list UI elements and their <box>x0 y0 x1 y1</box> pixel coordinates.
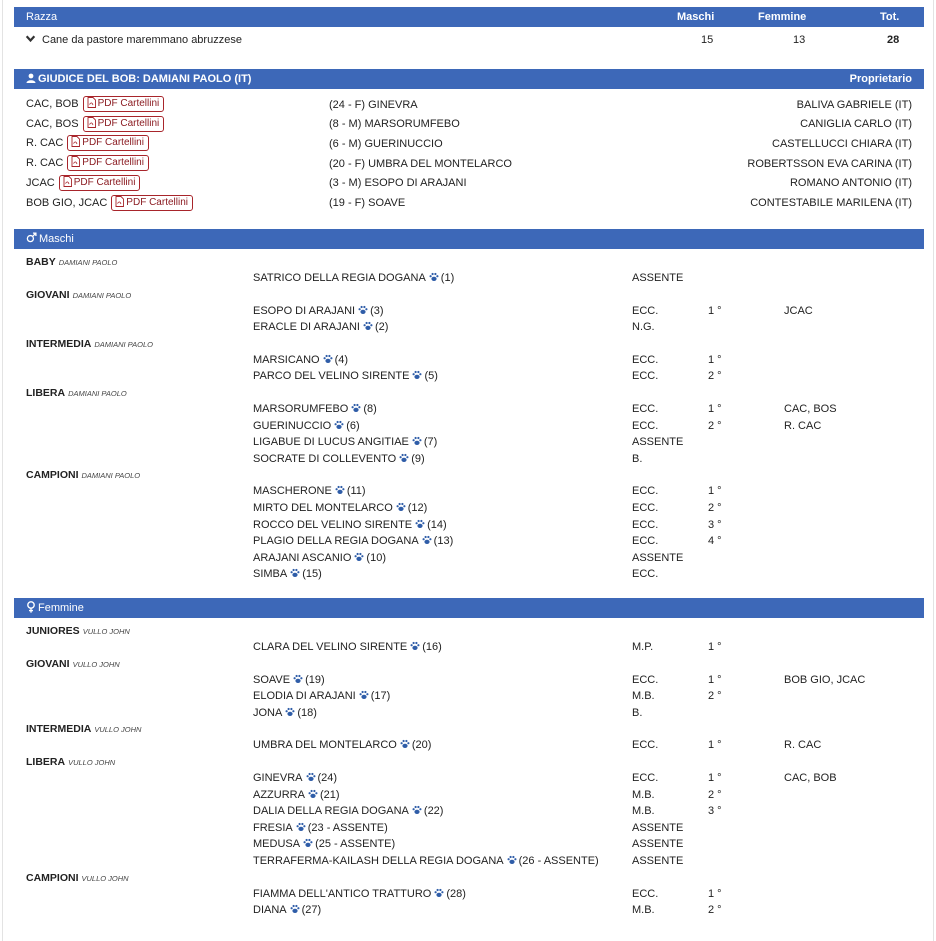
catalog-number: (5) <box>424 370 438 383</box>
dog-entry <box>253 419 360 434</box>
bob-dog: (8 - M) MARSORUMFEBO <box>329 118 460 131</box>
placement: 2 ° <box>708 502 722 514</box>
pdf-button-label: PDF Cartellini <box>82 137 144 149</box>
dog-entry <box>253 271 454 286</box>
class-name: INTERMEDIA <box>26 337 92 350</box>
class-judge: DAMIANI PAOLO <box>81 471 141 481</box>
dog-entry <box>253 551 386 566</box>
bob-owner: ROMANO ANTONIO (IT) <box>789 177 912 190</box>
class-heading <box>26 722 141 737</box>
catalog-number: (16) <box>422 641 442 653</box>
females-section-header <box>14 598 924 618</box>
qualification: M.P. <box>632 641 654 653</box>
bob-owner: BALIVA GABRIELE (IT) <box>796 98 912 111</box>
dog-name: SOAVE <box>253 673 291 686</box>
qualification: ECC. <box>632 518 659 531</box>
bob-award: CAC, BOS <box>26 117 79 130</box>
bob-award-cell <box>26 195 193 212</box>
class-name: GIOVANI <box>26 657 70 670</box>
catalog-number: (17) <box>370 690 391 703</box>
bob-owner: CASTELLUCCI CHIARA (IT) <box>772 137 912 150</box>
class-name: CAMPIONI <box>26 871 79 884</box>
bob-award: BOB GIO, JCAC <box>26 196 108 209</box>
pdf-button-label: PDF Cartellini <box>97 117 160 129</box>
class-name: LIBERA <box>26 387 66 399</box>
dog-name: ARAJANI ASCANIO <box>253 551 352 564</box>
paw-icon[interactable] <box>323 354 333 368</box>
paw-icon[interactable] <box>412 370 422 384</box>
placement: 2 ° <box>708 419 722 432</box>
placement: 3 ° <box>708 805 722 818</box>
dog-name: CLARA DEL VELINO SIRENTE <box>253 641 408 653</box>
placement: 3 ° <box>708 518 722 531</box>
paw-icon[interactable] <box>290 904 300 918</box>
placement: 1 ° <box>708 887 722 900</box>
catalog-number: (28) <box>446 887 466 900</box>
qualification: ECC. <box>632 887 659 900</box>
catalog-number: (3) <box>370 304 384 317</box>
qualification: M.B. <box>632 805 655 818</box>
dog-name: DIANA <box>253 904 287 917</box>
paw-icon[interactable] <box>412 805 422 819</box>
catalog-number: (9) <box>411 452 425 465</box>
qualification: N.G. <box>632 321 655 334</box>
paw-icon[interactable] <box>303 838 313 852</box>
bob-award: R. CAC <box>26 157 64 170</box>
breed-column-header: Razza <box>26 11 58 23</box>
dog-name: LIGABUE DI LUCUS ANGITIAE <box>253 436 409 449</box>
class-heading <box>26 337 153 352</box>
class-judge: VULLO JOHN <box>72 659 120 669</box>
catalog-number: (21) <box>319 788 340 801</box>
paw-icon[interactable] <box>296 822 306 836</box>
class-heading <box>26 288 131 303</box>
bob-award-cell <box>26 116 164 133</box>
bob-award: JCAC <box>26 176 55 189</box>
dog-name: ROCCO DEL VELINO SIRENTE <box>253 518 413 531</box>
catalog-number: (6) <box>346 419 360 432</box>
paw-icon[interactable] <box>359 690 369 704</box>
class-judge: DAMIANI PAOLO <box>58 258 118 267</box>
dog-entry <box>253 452 425 467</box>
bob-dog: (24 - F) GINEVRA <box>329 98 418 111</box>
pdf-cartellini-button[interactable] <box>111 195 193 211</box>
qualification: M.B. <box>632 904 655 917</box>
dog-name: TERRAFERMA-KAILASH DELLA REGIA DOGANA <box>253 855 504 867</box>
paw-icon[interactable] <box>306 772 316 786</box>
qualification: ECC. <box>632 739 659 752</box>
bob-dog: (6 - M) GUERINUCCIO <box>329 137 443 150</box>
bob-award-cell <box>26 175 140 192</box>
paw-icon[interactable] <box>422 535 432 549</box>
bob-award-cell <box>26 155 149 172</box>
bob-dog: (3 - M) ESOPO DI ARAJANI <box>329 177 467 190</box>
catalog-number: (11) <box>346 485 366 498</box>
dog-name: AZZURRA <box>253 788 305 801</box>
catalog-number: (25 - ASSENTE) <box>315 838 396 851</box>
dog-name: SOCRATE DI COLLEVENTO <box>253 452 397 465</box>
dog-entry <box>253 518 447 533</box>
dog-entry <box>253 771 337 786</box>
male-icon <box>26 232 37 243</box>
catalog-number: (8) <box>363 403 377 415</box>
class-name: INTERMEDIA <box>26 723 92 736</box>
pdf-cartellini-button[interactable] <box>67 135 149 151</box>
bob-owner: ROBERTSSON EVA CARINA (IT) <box>747 157 912 170</box>
bob-award: CAC, BOB <box>26 98 79 110</box>
paw-icon[interactable] <box>399 453 409 467</box>
dog-entry <box>253 689 390 704</box>
file-pdf-icon <box>87 98 98 109</box>
qualification: ASSENTE <box>632 855 684 867</box>
breed-name: Cane da pastore maremmano abruzzese <box>42 34 242 46</box>
placement: 1 ° <box>708 641 722 653</box>
bob-judge-title: GIUDICE DEL BOB: DAMIANI PAOLO (IT) <box>26 72 251 86</box>
catalog-number: (27) <box>301 904 322 917</box>
bob-dog: (20 - F) UMBRA DEL MONTELARCO <box>329 157 512 170</box>
placement: 4 ° <box>708 535 722 548</box>
catalog-number: (12) <box>407 502 428 514</box>
qualification: ECC. <box>632 419 659 432</box>
qualification: ECC. <box>632 772 659 784</box>
males-section-header <box>14 229 924 249</box>
bob-judge-header <box>14 69 924 89</box>
females-count: 13 <box>793 34 806 46</box>
chevron-down-icon[interactable] <box>25 33 36 48</box>
qualification: M.B. <box>632 690 655 703</box>
placement: 1 ° <box>708 673 722 686</box>
placement: 2 ° <box>708 690 722 703</box>
dog-name: FIAMMA DELL'ANTICO TRATTURO <box>253 887 432 900</box>
class-heading <box>26 624 130 639</box>
user-icon <box>26 73 36 83</box>
catalog-number: (18) <box>297 706 317 719</box>
paw-icon[interactable] <box>396 502 406 516</box>
dog-entry <box>253 837 395 852</box>
catalog-number: (26 - ASSENTE) <box>518 855 599 867</box>
dog-entry <box>253 402 377 417</box>
female-icon <box>26 601 36 613</box>
males-column-header: Maschi <box>677 11 715 23</box>
qualification: ECC. <box>632 353 659 366</box>
catalog-number: (23 - ASSENTE) <box>307 821 388 834</box>
class-heading <box>26 255 117 270</box>
males-section-title: Maschi <box>26 232 74 246</box>
class-heading <box>26 468 140 483</box>
placement: 2 ° <box>708 370 722 383</box>
catalog-number: (19) <box>305 673 325 686</box>
paw-icon[interactable] <box>429 272 439 286</box>
dog-name: SATRICO DELLA REGIA DOGANA <box>253 272 426 284</box>
catalog-number: (1) <box>440 272 455 284</box>
dog-name: MARSICANO <box>253 353 320 366</box>
qualification: ASSENTE <box>632 436 684 449</box>
qualification: ASSENTE <box>632 551 684 564</box>
placement: 1 ° <box>708 485 722 498</box>
bob-owner: CONTESTABILE MARILENA (IT) <box>750 197 912 209</box>
class-judge: VULLO JOHN <box>68 758 116 767</box>
dog-entry <box>253 903 321 918</box>
dog-entry <box>253 854 599 869</box>
bob-award: R. CAC <box>26 137 64 150</box>
dog-name: UMBRA DEL MONTELARCO <box>253 739 397 752</box>
class-judge: DAMIANI PAOLO <box>94 339 153 349</box>
dog-name: ELODIA DI ARAJANI <box>253 690 356 703</box>
placement: 1 ° <box>708 739 722 752</box>
dog-name: DALIA DELLA REGIA DOGANA <box>253 805 409 818</box>
file-pdf-icon <box>115 197 126 208</box>
qualification: ECC. <box>632 502 659 514</box>
males-count: 15 <box>701 34 714 46</box>
class-name: LIBERA <box>26 756 66 768</box>
paw-icon[interactable] <box>358 305 368 319</box>
dog-entry <box>253 501 427 516</box>
dog-entry <box>253 320 388 335</box>
file-pdf-icon <box>71 137 82 148</box>
qualification: B. <box>632 452 643 465</box>
file-pdf-icon <box>63 177 74 188</box>
dog-name: ESOPO DI ARAJANI <box>253 304 356 317</box>
catalog-number: (15) <box>302 568 322 581</box>
owner-column-header: Proprietario <box>849 73 912 85</box>
bob-award-cell <box>26 135 149 152</box>
dog-name: GUERINUCCIO <box>253 419 332 432</box>
dog-entry <box>253 534 453 549</box>
placement: 2 ° <box>708 904 722 917</box>
award: R. CAC <box>784 419 822 432</box>
dog-name: MASCHERONE <box>253 485 332 498</box>
dog-entry <box>253 821 388 836</box>
dog-entry <box>253 484 366 499</box>
catalog-number: (7) <box>423 436 438 449</box>
file-pdf-icon <box>71 157 82 168</box>
class-judge: VULLO JOHN <box>94 725 142 735</box>
total-column-header: Tot. <box>880 11 900 23</box>
dog-name: MARSORUMFEBO <box>253 403 349 415</box>
dog-entry <box>253 706 317 721</box>
placement: 1 ° <box>708 304 722 317</box>
class-heading <box>26 386 127 401</box>
dog-entry <box>253 788 340 803</box>
dog-name: MEDUSA <box>253 838 301 851</box>
class-name: CAMPIONI <box>26 469 79 482</box>
pdf-cartellini-button[interactable] <box>59 175 141 191</box>
paw-icon[interactable] <box>293 674 303 688</box>
placement: 1 ° <box>708 353 722 366</box>
paw-icon[interactable] <box>415 519 425 533</box>
catalog-number: (2) <box>374 321 389 334</box>
catalog-number: (22) <box>423 805 444 818</box>
paw-icon[interactable] <box>434 888 444 902</box>
dog-name: PARCO DEL VELINO SIRENTE <box>253 370 410 383</box>
qualification: ECC. <box>632 403 659 415</box>
dog-entry <box>253 353 348 368</box>
dog-name: ERACLE DI ARAJANI <box>253 321 360 334</box>
qualification: ASSENTE <box>632 272 684 284</box>
class-judge: VULLO JOHN <box>81 873 129 883</box>
bob-award-cell <box>26 96 164 113</box>
placement: 2 ° <box>708 788 722 801</box>
dog-entry <box>253 435 437 450</box>
dog-entry <box>253 887 466 902</box>
award: BOB GIO, JCAC <box>784 673 866 686</box>
paw-icon[interactable] <box>363 321 373 335</box>
dog-name: JONA <box>253 706 283 719</box>
paw-icon[interactable] <box>335 485 345 499</box>
qualification: ECC. <box>632 304 659 317</box>
dog-entry <box>253 640 442 655</box>
catalog-number: (10) <box>366 551 386 564</box>
class-judge: VULLO JOHN <box>82 627 130 636</box>
pdf-button-label: PDF Cartellini <box>82 157 144 169</box>
catalog-number: (4) <box>334 353 349 366</box>
qualification: M.B. <box>632 788 655 801</box>
dog-entry <box>253 567 322 582</box>
dog-entry <box>253 804 443 819</box>
award: CAC, BOB <box>784 772 837 784</box>
dog-entry <box>253 304 384 319</box>
paw-icon[interactable] <box>410 641 420 655</box>
females-column-header: Femmine <box>758 11 807 23</box>
class-heading <box>26 657 120 672</box>
catalog-number: (24) <box>317 772 338 784</box>
class-name: BABY <box>26 256 56 268</box>
placement: 1 ° <box>708 403 722 415</box>
catalog-number: (13) <box>433 535 454 548</box>
dog-entry <box>253 673 325 688</box>
qualification: ASSENTE <box>632 838 684 851</box>
paw-icon[interactable] <box>400 739 410 753</box>
paw-icon[interactable] <box>412 436 422 450</box>
award: R. CAC <box>784 739 822 752</box>
paw-icon[interactable] <box>354 552 364 566</box>
paw-icon[interactable] <box>290 568 300 582</box>
catalog-number: (14) <box>427 518 447 531</box>
total-count: 28 <box>887 34 900 46</box>
qualification: ECC. <box>632 568 659 581</box>
bob-owner: CANIGLIA CARLO (IT) <box>800 118 912 131</box>
qualification: ASSENTE <box>632 821 684 834</box>
qualification: B. <box>632 706 643 719</box>
dog-name: SIMBA <box>253 568 288 581</box>
dog-name: FRESIA <box>253 821 293 834</box>
class-judge: DAMIANI PAOLO <box>72 290 132 300</box>
class-heading <box>26 755 115 770</box>
bob-dog: (19 - F) SOAVE <box>329 197 406 209</box>
dog-name: GINEVRA <box>253 772 303 784</box>
paw-icon[interactable] <box>308 789 318 803</box>
pdf-button-label: PDF Cartellini <box>97 98 160 110</box>
award: JCAC <box>784 304 813 317</box>
class-name: GIOVANI <box>26 288 70 301</box>
class-heading <box>26 871 129 886</box>
class-name: JUNIORES <box>26 625 80 637</box>
pdf-cartellini-button[interactable] <box>67 155 149 171</box>
females-section-title: Femmine <box>26 601 84 615</box>
pdf-button-label: PDF Cartellini <box>126 196 188 208</box>
award: CAC, BOS <box>784 403 837 415</box>
dog-name: MIRTO DEL MONTELARCO <box>253 502 393 514</box>
file-pdf-icon <box>87 118 98 129</box>
paw-icon[interactable] <box>285 707 295 721</box>
qualification: ECC. <box>632 673 659 686</box>
qualification: ECC. <box>632 370 659 383</box>
dog-entry <box>253 369 438 384</box>
pdf-cartellini-button[interactable] <box>83 116 165 132</box>
dog-name: PLAGIO DELLA REGIA DOGANA <box>253 535 419 548</box>
paw-icon[interactable] <box>334 420 344 434</box>
paw-icon[interactable] <box>507 855 517 869</box>
qualification: ECC. <box>632 535 659 548</box>
qualification: ECC. <box>632 485 659 498</box>
pdf-button-label: PDF Cartellini <box>73 176 136 188</box>
class-judge: DAMIANI PAOLO <box>68 389 127 398</box>
pdf-cartellini-button[interactable] <box>83 96 165 112</box>
summary-header <box>14 7 924 27</box>
paw-icon[interactable] <box>351 403 361 417</box>
placement: 1 ° <box>708 772 722 784</box>
dog-entry <box>253 738 431 753</box>
catalog-number: (20) <box>411 739 432 752</box>
